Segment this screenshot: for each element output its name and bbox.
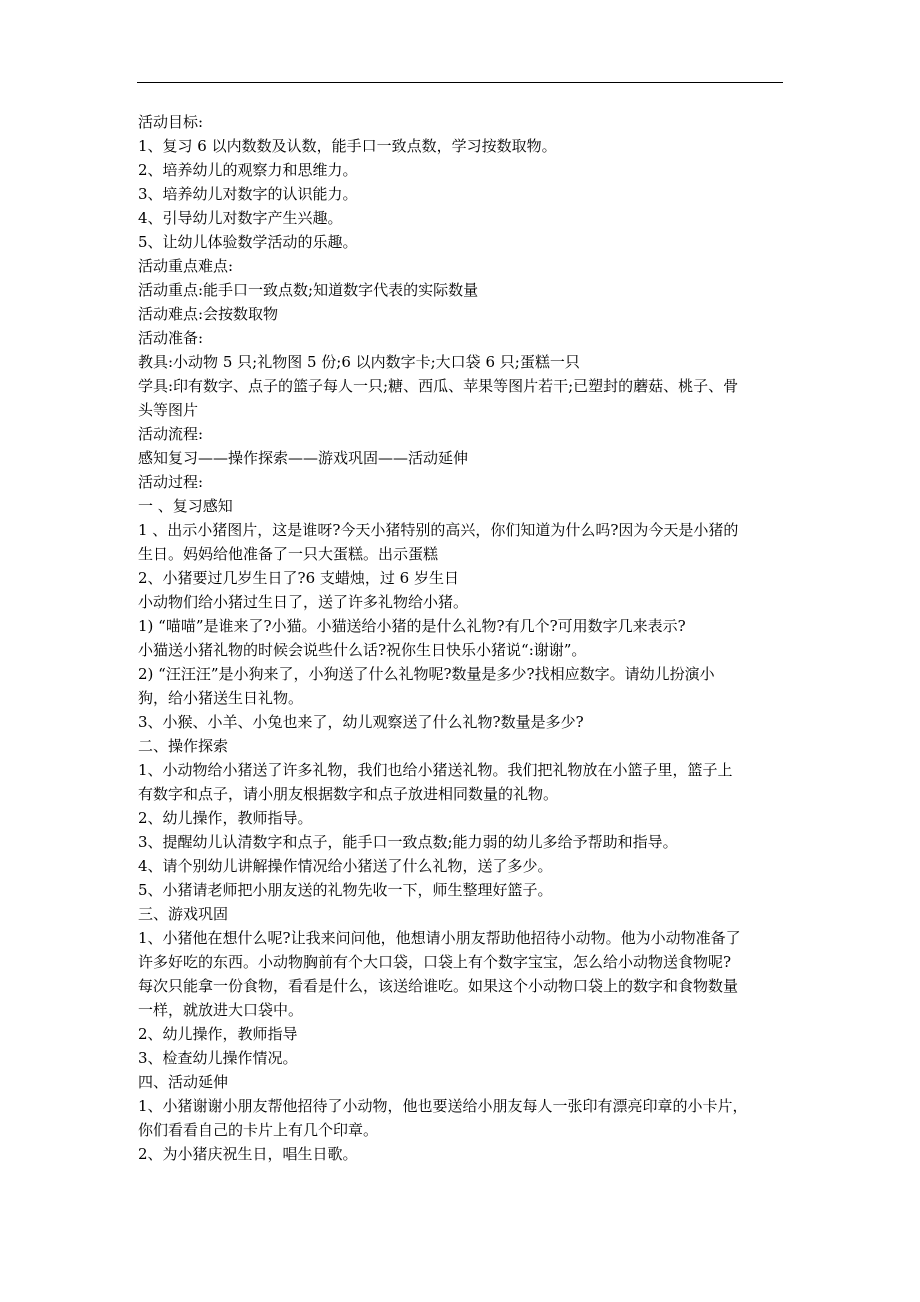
section-heading-key-points: 活动重点难点: [138, 257, 234, 275]
text-line: 2、幼儿操作，教师指导 [138, 1025, 298, 1043]
subsection-heading-explore: 二、操作探索 [138, 737, 229, 755]
text-line: 你们看看自己的卡片上有几个印章。 [138, 1121, 379, 1139]
text-line: 小猫送小猪礼物的时候会说些什么话?祝你生日快乐小猪说“:谢谢”。 [138, 641, 587, 659]
section-heading-process: 活动过程: [138, 473, 204, 491]
text-line: 3、小猴、小羊、小兔也来了，幼儿观察送了什么礼物?数量是多少? [138, 713, 584, 731]
text-line: 2、小猪要过几岁生日了?6 支蜡烛，过 6 岁生日 [138, 569, 459, 587]
text-line: 教具:小动物 5 只;礼物图 5 份;6 以内数字卡;大口袋 6 只;蛋糕一只 [138, 353, 580, 371]
section-heading-goals: 活动目标: [138, 113, 204, 131]
text-line: 3、检查幼儿操作情况。 [138, 1049, 298, 1067]
section-heading-flow: 活动流程: [138, 425, 204, 443]
text-line: 2、为小猪庆祝生日，唱生日歌。 [138, 1145, 358, 1163]
text-line: 狗，给小猪送生日礼物。 [138, 689, 304, 707]
text-line: 3、培养幼儿对数字的认识能力。 [138, 185, 358, 203]
text-line: 活动难点:会按数取物 [138, 305, 279, 323]
text-line: 1 、出示小猪图片，这是谁呀?今天小猪特别的高兴，你们知道为什么吗?因为今天是小猪的 [138, 521, 739, 539]
text-line: 3、提醒幼儿认清数字和点子，能手口一致点数;能力弱的幼儿多给予帮助和指导。 [138, 833, 678, 851]
text-line: 小动物们给小猪过生日了，送了许多礼物给小猪。 [138, 593, 469, 611]
text-line: 1、小动物给小猪送了许多礼物，我们也给小猪送礼物。我们把礼物放在小篮子里，篮子上 [138, 761, 733, 779]
text-line: 学具:印有数字、点子的篮子每人一只;糖、西瓜、苹果等图片若干;已塑封的蘑菇、桃子、骨 [138, 377, 739, 395]
subsection-heading-game: 三、游戏巩固 [138, 905, 229, 923]
subsection-heading-review: 一 、复习感知 [138, 497, 233, 515]
text-line: 头等图片 [138, 401, 199, 419]
text-line: 1) “喵喵”是谁来了?小猫。小猫送给小猪的是什么礼物?有几个?可用数字几来表示? [138, 617, 686, 635]
text-line: 感知复习——操作探索——游戏巩固——活动延伸 [138, 449, 469, 467]
text-line: 1、小猪他在想什么呢?让我来问问他，他想请小朋友帮助他招待小动物。他为小动物准备了 [138, 929, 741, 947]
text-line: 生日。妈妈给他准备了一只大蛋糕。出示蛋糕 [138, 545, 439, 563]
text-line: 2) “汪汪汪”是小狗来了，小狗送了什么礼物呢?数量是多少?找相应数字。请幼儿扮演小 [138, 665, 715, 683]
text-line: 一样，就放进大口袋中。 [138, 1001, 304, 1019]
text-line: 每次只能拿一份食物，看看是什么，该送给谁吃。如果这个小动物口袋上的数字和食物数量 [138, 977, 739, 995]
text-line: 2、培养幼儿的观察力和思维力。 [138, 161, 358, 179]
text-line: 4、请个别幼儿讲解操作情况给小猪送了什么礼物，送了多少。 [138, 857, 553, 875]
text-line: 1、小猪谢谢小朋友帮他招待了小动物，他也要送给小朋友每人一张印有漂亮印章的小卡片， [138, 1097, 748, 1115]
text-line: 4、引导幼儿对数字产生兴趣。 [138, 209, 343, 227]
header-rule [137, 82, 783, 83]
subsection-heading-extension: 四、活动延伸 [138, 1073, 229, 1091]
text-line: 2、幼儿操作，教师指导。 [138, 809, 313, 827]
text-line: 5、让幼儿体验数学活动的乐趣。 [138, 233, 358, 251]
text-line: 有数字和点子，请小朋友根据数字和点子放进相同数量的礼物。 [138, 785, 559, 803]
document-body [138, 110, 788, 1166]
text-line: 许多好吃的东西。小动物胸前有个大口袋，口袋上有个数字宝宝，怎么给小动物送食物呢? [138, 953, 732, 971]
text-line: 活动重点:能手口一致点数;知道数字代表的实际数量 [138, 281, 479, 299]
section-heading-preparation: 活动准备: [138, 329, 204, 347]
text-line: 1、复习 6 以内数数及认数，能手口一致点数，学习按数取物。 [138, 137, 557, 155]
text-line: 5、小猪请老师把小朋友送的礼物先收一下，师生整理好篮子。 [138, 881, 553, 899]
